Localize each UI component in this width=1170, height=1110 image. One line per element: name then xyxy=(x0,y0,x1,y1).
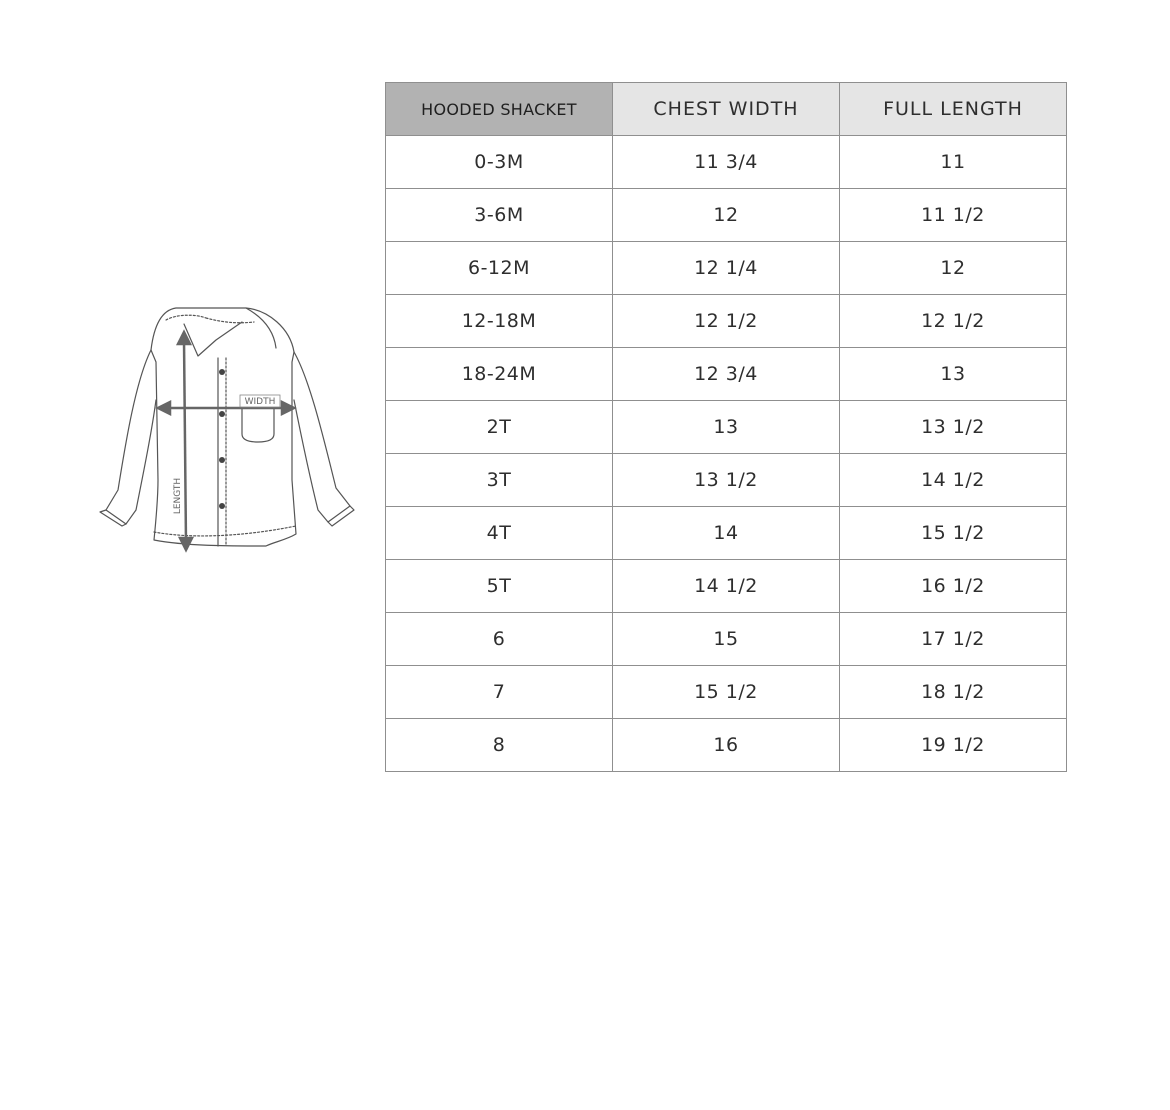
full-length-cell: 12 xyxy=(840,242,1067,295)
size-cell: 2T xyxy=(386,401,613,454)
chest-width-cell: 11 3/4 xyxy=(613,136,840,189)
size-cell: 7 xyxy=(386,666,613,719)
header-full-length: FULL LENGTH xyxy=(840,83,1067,136)
chest-width-cell: 16 xyxy=(613,719,840,772)
size-cell: 6-12M xyxy=(386,242,613,295)
full-length-cell: 14 1/2 xyxy=(840,454,1067,507)
table-row xyxy=(386,295,1067,348)
table-row xyxy=(386,666,1067,719)
size-cell: 0-3M xyxy=(386,136,613,189)
table-header-row xyxy=(386,83,1067,136)
table-row xyxy=(386,136,1067,189)
table-row xyxy=(386,613,1067,666)
size-cell: 3-6M xyxy=(386,189,613,242)
full-length-cell: 18 1/2 xyxy=(840,666,1067,719)
table-row xyxy=(386,507,1067,560)
size-chart-table xyxy=(385,82,1067,772)
chest-width-cell: 12 3/4 xyxy=(613,348,840,401)
full-length-cell: 11 1/2 xyxy=(840,189,1067,242)
table-row xyxy=(386,242,1067,295)
full-length-cell: 13 1/2 xyxy=(840,401,1067,454)
size-cell: 5T xyxy=(386,560,613,613)
full-length-cell: 12 1/2 xyxy=(840,295,1067,348)
length-label: LENGTH xyxy=(173,477,183,515)
table-row xyxy=(386,454,1067,507)
header-chest-width: CHEST WIDTH xyxy=(613,83,840,136)
chest-width-cell: 15 xyxy=(613,613,840,666)
chest-width-cell: 12 1/2 xyxy=(613,295,840,348)
size-cell: 8 xyxy=(386,719,613,772)
table-row xyxy=(386,401,1067,454)
chest-width-cell: 14 xyxy=(613,507,840,560)
size-cell: 3T xyxy=(386,454,613,507)
size-cell: 6 xyxy=(386,613,613,666)
chest-width-cell: 13 1/2 xyxy=(613,454,840,507)
full-length-cell: 13 xyxy=(840,348,1067,401)
chest-width-cell: 12 xyxy=(613,189,840,242)
size-cell: 12-18M xyxy=(386,295,613,348)
chest-width-cell: 15 1/2 xyxy=(613,666,840,719)
shacket-drawing xyxy=(96,300,360,556)
chest-width-cell: 14 1/2 xyxy=(613,560,840,613)
full-length-cell: 17 1/2 xyxy=(840,613,1067,666)
full-length-cell: 15 1/2 xyxy=(840,507,1067,560)
full-length-cell: 16 1/2 xyxy=(840,560,1067,613)
size-cell: 18-24M xyxy=(386,348,613,401)
width-label: WIDTH xyxy=(244,397,276,407)
table-row xyxy=(386,560,1067,613)
full-length-cell: 19 1/2 xyxy=(840,719,1067,772)
size-cell: 4T xyxy=(386,507,613,560)
header-product: HOODED SHACKET xyxy=(386,83,613,136)
full-length-cell: 11 xyxy=(840,136,1067,189)
hooded-shacket-illustration xyxy=(96,300,360,556)
table-row xyxy=(386,189,1067,242)
chest-width-cell: 12 1/4 xyxy=(613,242,840,295)
chest-width-cell: 13 xyxy=(613,401,840,454)
table-row xyxy=(386,348,1067,401)
table-row xyxy=(386,719,1067,772)
